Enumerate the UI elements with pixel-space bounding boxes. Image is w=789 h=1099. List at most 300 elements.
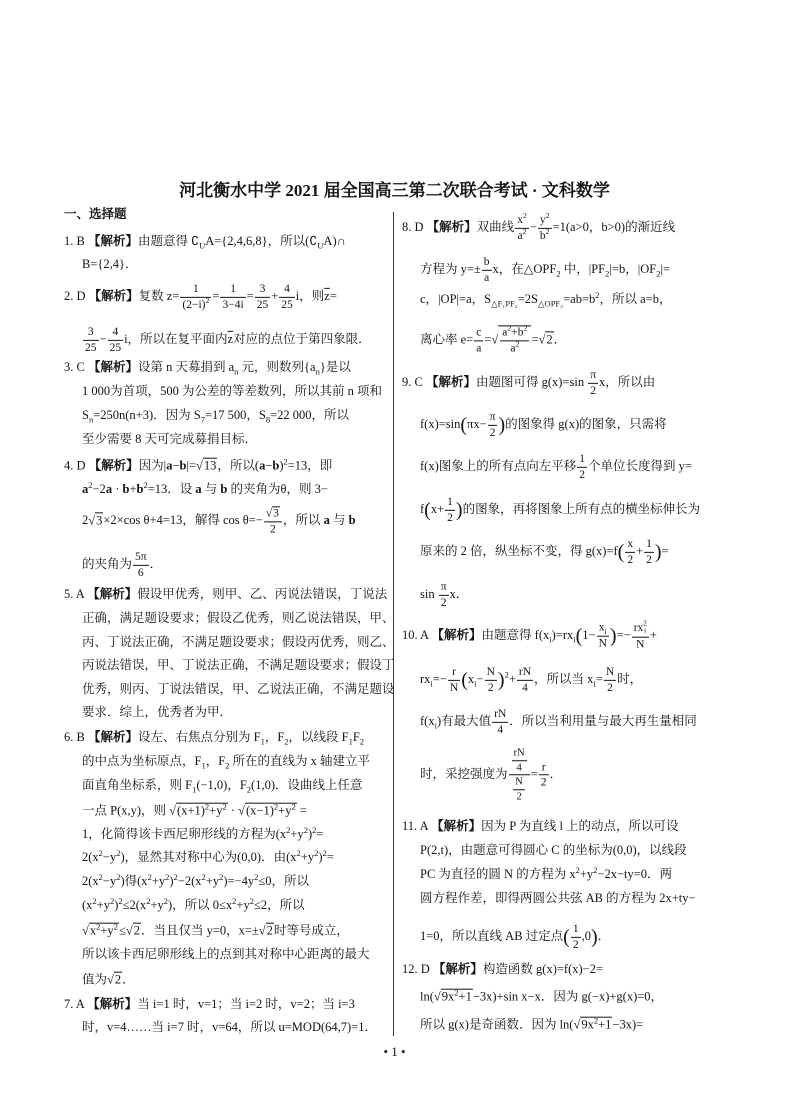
fraction — [255, 283, 271, 311]
bold-text: a — [166, 458, 173, 473]
fraction-denominator — [482, 271, 492, 285]
text-run: y — [539, 213, 546, 226]
fraction — [485, 666, 497, 694]
text-run: 一点 P(x,y)，则 — [82, 803, 170, 818]
text-run: ) — [114, 898, 119, 913]
text-run: +y — [205, 874, 220, 889]
text-run: −2x−ty=0．两 — [597, 867, 673, 882]
fraction-denominator — [644, 553, 654, 567]
text-run: 6. B — [64, 730, 88, 745]
fraction-numerator — [644, 538, 654, 553]
superscript: 2 — [165, 872, 170, 883]
text-run: ． — [597, 928, 611, 943]
solution-line — [82, 874, 309, 890]
solution-line — [420, 666, 642, 694]
fraction-denominator — [279, 298, 295, 312]
math-text: 25 — [256, 298, 269, 311]
superscript-subscript-pair — [643, 621, 647, 636]
text-run: =2S — [517, 292, 539, 307]
fraction-denominator — [474, 341, 483, 355]
text-run: 8. D — [402, 219, 427, 234]
math-text: a — [476, 342, 482, 354]
text-run: x，在△OPF — [492, 261, 557, 276]
fraction-denominator — [538, 226, 552, 243]
text-run: 时，采挖强度为 — [420, 766, 508, 781]
solution-line — [64, 283, 337, 311]
math-text: 4 — [112, 325, 119, 338]
square-root — [126, 923, 141, 940]
bold-text: b — [122, 482, 130, 497]
superscript: 2 — [205, 295, 210, 305]
text-run: = — [326, 850, 334, 865]
math-text: 1 — [230, 282, 236, 295]
solution-line — [82, 923, 349, 940]
text-run: ×2×cos θ+4=13，解得 cos θ=− — [103, 512, 263, 527]
solution-line — [64, 730, 364, 746]
solution-line — [402, 962, 603, 978]
fraction-numerator — [517, 666, 533, 681]
radicand — [176, 803, 228, 820]
radicand — [545, 331, 553, 348]
bold-text: b — [272, 458, 280, 473]
text-run: 的中点为坐标原点，F — [82, 754, 202, 769]
square-root — [259, 923, 274, 940]
text-run: 的图象，再将图象上所有点的横坐标伸长为 — [462, 501, 701, 516]
solution-line — [82, 778, 362, 794]
subscript: i — [549, 634, 552, 645]
text-run: 由题意得 ∁ — [137, 234, 200, 249]
radicand — [441, 989, 473, 1006]
text-run: 时，v=4……当 i=7 时，v=64，所以 u=MOD(64,7)=1． — [82, 1020, 377, 1035]
text-run: (1,0)．设曲线上任意 — [251, 778, 363, 793]
superscript: 2 — [545, 226, 550, 236]
text-run: sin — [420, 586, 438, 601]
subscript: n — [315, 366, 320, 377]
math-text: 3 — [273, 507, 279, 520]
text-run: f(x)图象上的所有点向左平移 — [420, 458, 577, 473]
text-run: 时等号成立， — [273, 923, 349, 938]
text-run: +y — [151, 874, 166, 889]
math-text: N — [605, 665, 615, 678]
large-parenthesis: ) — [590, 926, 598, 948]
radicand — [89, 923, 119, 940]
text-run: 的图象得 g(x)的图象，只需将 — [505, 416, 667, 431]
solution-line — [420, 891, 696, 907]
math-text: a — [484, 271, 490, 284]
text-run: 11. A — [402, 819, 432, 834]
text-run: − — [172, 458, 180, 473]
text-run: 正确，满足题设要求；假设乙优秀，则乙说法错误，甲、 — [82, 611, 395, 626]
superscript: 2 — [116, 848, 121, 859]
solution-line — [82, 705, 232, 721]
large-parenthesis: ( — [461, 669, 468, 691]
subscript: i — [573, 634, 576, 645]
solution-line — [82, 257, 138, 273]
radicand — [133, 923, 141, 940]
solution-line — [64, 458, 332, 475]
math-text: 6 — [137, 566, 144, 579]
fraction-denominator — [220, 298, 245, 312]
text-run: c，|OP|=a，S — [420, 292, 492, 307]
superscript: 2 — [454, 987, 459, 998]
text-run: ． — [553, 332, 567, 347]
math-text: 13 — [203, 458, 217, 473]
subscript: 8 — [265, 414, 271, 425]
fraction-numerator — [604, 666, 616, 681]
math-text: 3 — [259, 282, 266, 295]
superscript: 2 — [204, 801, 210, 812]
superscript: 2 — [286, 825, 291, 836]
fraction-numerator — [571, 923, 581, 938]
subscript: 1 — [260, 736, 265, 747]
math-text: N — [636, 638, 645, 651]
bold-text: 【解析】 — [87, 587, 138, 602]
math-text: rN — [513, 747, 525, 759]
fraction-denominator — [632, 638, 649, 652]
subscript: U — [199, 240, 206, 251]
text-run: )有最大值 — [436, 713, 492, 728]
fraction — [488, 411, 498, 439]
large-parenthesis: ( — [617, 541, 625, 563]
solution-line — [64, 997, 355, 1013]
text-run: +y — [100, 923, 114, 938]
text-run: +y — [579, 867, 594, 882]
bold-text: b — [179, 458, 187, 473]
fraction-denominator — [255, 298, 271, 312]
solution-line — [420, 538, 669, 566]
math-text: 3−4i — [222, 298, 244, 311]
text-run: 的夹角为 — [82, 556, 133, 571]
text-run: rx — [633, 621, 644, 634]
subscript: 7 — [200, 414, 205, 425]
fraction-denominator — [588, 384, 598, 398]
text-run: =250n(n+3)．因为 S — [93, 408, 201, 423]
fraction — [644, 538, 654, 566]
math-text: 1 — [447, 495, 453, 508]
math-text: rN — [494, 707, 507, 720]
superscript: 2 — [163, 896, 168, 907]
subscript: 2 — [359, 736, 365, 747]
superscript: 2 — [273, 801, 279, 812]
radicand — [580, 1017, 612, 1034]
superscript: 2 — [109, 896, 115, 907]
solution-line — [420, 989, 663, 1006]
page-title: 河北衡水中学 2021 届全国高三第二次联合考试 · 文科数学 — [179, 181, 610, 200]
fraction — [83, 326, 99, 354]
fraction — [513, 777, 525, 803]
text-run: x — [467, 671, 475, 686]
fraction-denominator — [513, 790, 525, 803]
math-text: b — [483, 255, 490, 268]
bold-text: 【解析】 — [87, 997, 138, 1012]
text-run: =13，即 — [287, 458, 333, 473]
subscript: 2 — [225, 760, 230, 771]
fraction-denominator — [625, 553, 635, 567]
fraction — [625, 538, 635, 566]
text-run: ，所以( — [217, 458, 260, 473]
solution-line — [82, 682, 395, 698]
text-run: +y — [236, 898, 250, 913]
text-run: 1. B — [64, 234, 88, 249]
bold-text: a — [82, 482, 89, 497]
solution-line — [82, 635, 395, 651]
solution-line — [82, 898, 305, 914]
math-text: 2 — [579, 468, 585, 481]
fraction — [515, 211, 529, 242]
superscript: 2 — [312, 825, 317, 836]
solution-line — [402, 369, 655, 397]
superscript: 2 — [201, 872, 206, 883]
text-run: B={2,4}． — [82, 257, 138, 272]
fraction-denominator — [264, 522, 282, 536]
fraction-denominator — [597, 636, 609, 650]
subscript: i — [593, 678, 596, 689]
superscript: 2 — [322, 848, 327, 859]
large-parenthesis: ( — [460, 414, 468, 436]
text-run: −y — [102, 874, 117, 889]
fraction-denominator — [83, 341, 99, 355]
text-run: ≤0，所以 — [258, 874, 309, 889]
square-root — [491, 325, 531, 354]
large-parenthesis: ) — [498, 414, 506, 436]
math-text: 5π — [135, 550, 147, 563]
text-run: ，所以 — [282, 512, 324, 527]
text-run: x — [89, 923, 97, 938]
subscript: 1 — [192, 784, 197, 795]
radicand — [272, 506, 280, 520]
fraction-numerator — [597, 622, 609, 637]
text-run: − — [529, 219, 537, 234]
math-text: 2 — [607, 681, 613, 694]
text-run: ) — [169, 874, 174, 889]
text-run: x — [517, 213, 523, 226]
bold-text: 【解析】 — [426, 219, 477, 234]
radicand — [114, 972, 122, 989]
text-run: =13．设 — [147, 482, 196, 497]
fraction-denominator — [515, 226, 529, 243]
solution-line — [420, 867, 672, 883]
conjugate-variable: $\overline{z}$ — [227, 331, 234, 346]
text-run: |= — [186, 458, 197, 473]
text-run: x — [598, 621, 605, 634]
text-run: 当 i=1 时，v=1；当 i=2 时，v=2；当 i=3 — [137, 997, 355, 1012]
fraction-numerator — [588, 369, 598, 384]
text-run: 1=0，所以直线 AB 过定点 — [420, 928, 564, 943]
text-run: 因为 P 为直线 l 上的动点，所以可设 — [481, 819, 679, 834]
superscript: 2 — [146, 896, 151, 907]
fraction — [220, 283, 245, 311]
fraction-denominator — [108, 341, 124, 355]
text-run: 由题图可得 g(x)=sin — [475, 374, 588, 389]
math-text: 2 — [114, 972, 122, 987]
fraction — [279, 283, 295, 311]
math-text: N — [449, 681, 459, 694]
text-run: 元，则数列{a — [238, 360, 316, 375]
math-text: 4 — [522, 681, 528, 694]
solution-line — [420, 923, 610, 951]
fraction — [500, 323, 529, 354]
math-text: 2 — [516, 791, 522, 803]
bold-text: 【解析】 — [88, 288, 139, 303]
fraction — [133, 551, 149, 579]
text-run: 值为 — [82, 972, 108, 987]
fraction — [539, 761, 549, 789]
text-run: 丙说法错误，甲、丁说法正确，不满足题设要求；假设丁 — [82, 658, 395, 673]
text-run: )=−4y — [223, 874, 255, 889]
bold-text: 【解析】 — [431, 627, 482, 642]
math-text: 2 — [487, 681, 494, 694]
text-run: +y — [209, 803, 223, 818]
math-text: 2 — [133, 923, 140, 938]
bold-text: 【解析】 — [88, 458, 139, 473]
math-text: 2 — [447, 511, 453, 524]
radicand — [266, 923, 274, 940]
subscript: 2 — [656, 268, 661, 279]
fraction — [439, 581, 449, 609]
solution-line — [420, 325, 566, 354]
superscript: 2 — [314, 848, 319, 859]
superscript: 2 — [147, 872, 152, 883]
fraction-denominator — [488, 426, 498, 440]
text-run: (x−1) — [246, 803, 274, 818]
fraction-numerator — [445, 496, 455, 511]
bold-text: a — [259, 458, 266, 473]
solution-line — [420, 411, 667, 439]
solution-line — [82, 827, 323, 843]
text-run: =17 500，S — [204, 408, 266, 423]
text-run: 双曲线 — [476, 219, 515, 234]
text-run: + — [129, 482, 137, 497]
solution-line — [82, 611, 395, 627]
text-run: 圆方程作差，即得两圆公共弦 AB 的方程为 2x+ty− — [420, 891, 696, 906]
text-run: =− — [432, 671, 447, 686]
bold-text: a — [105, 482, 113, 497]
text-run: 由题意得 f(x — [481, 627, 550, 642]
text-run: +y — [300, 850, 315, 865]
text-run: a — [517, 229, 523, 242]
math-text: 2 — [489, 426, 496, 439]
fraction-numerator — [509, 747, 530, 775]
fraction-denominator — [571, 938, 581, 952]
conjugate-variable: $\overline{z}$ — [324, 288, 330, 303]
fraction — [492, 708, 508, 736]
fraction-denominator — [539, 776, 549, 790]
text-run: 复数 z= — [138, 288, 180, 303]
superscript: 2 — [515, 339, 520, 349]
large-parenthesis: ( — [563, 926, 570, 948]
superscript: 2 — [249, 896, 254, 907]
math-text: 4 — [497, 723, 504, 736]
text-run: = — [296, 803, 307, 818]
text-run: −y — [102, 850, 117, 865]
solution-line — [82, 1020, 377, 1036]
subscript: i — [604, 627, 607, 637]
superscript: 2 — [98, 872, 103, 883]
text-run: x，所以由 — [599, 374, 656, 389]
square-root — [434, 989, 473, 1006]
text-run: x． — [449, 586, 469, 601]
fraction-numerator — [255, 283, 271, 298]
superscript: 2 — [522, 211, 527, 221]
bold-text: a — [323, 512, 330, 527]
text-run: 要求．综上，优秀者为甲． — [82, 705, 233, 720]
superscript: 2 — [303, 825, 308, 836]
solution-line — [420, 256, 670, 284]
math-text: 1 — [579, 452, 585, 465]
text-run: 方程为 y=± — [420, 261, 481, 276]
text-run: 7. A — [64, 997, 88, 1012]
bold-text: b — [136, 482, 144, 497]
text-run: 4. D — [64, 458, 89, 473]
fraction-numerator — [485, 666, 497, 681]
solution-line — [82, 658, 395, 674]
text-run: = — [661, 543, 669, 558]
text-run: +1 — [458, 989, 472, 1004]
text-run: F — [352, 730, 360, 745]
square-root — [539, 331, 554, 348]
fraction-denominator — [517, 681, 533, 695]
text-run: = — [316, 827, 324, 842]
large-parenthesis: ) — [654, 541, 662, 563]
math-text: 4 — [284, 282, 290, 295]
solution-line — [82, 972, 135, 989]
fraction — [445, 496, 455, 524]
solution-line — [420, 747, 562, 803]
text-run: (x+1) — [177, 803, 205, 818]
text-run: +1 — [598, 1017, 612, 1032]
page-number: • 1 • — [383, 1044, 406, 1059]
fraction-numerator — [492, 708, 508, 723]
text-run: ．当且仅当 y=0，x=± — [140, 923, 259, 938]
fraction — [538, 211, 552, 242]
fraction-numerator — [539, 761, 549, 776]
fraction-numerator — [83, 326, 99, 341]
math-text: 1 — [646, 537, 652, 550]
math-text: N — [515, 776, 523, 788]
text-run: ．所以当利用量与最大再生量相同 — [509, 713, 697, 728]
text-run: · — [112, 482, 123, 497]
text-run: −2 — [92, 482, 106, 497]
text-run: 2(x — [82, 850, 99, 865]
text-run: 3. C — [64, 360, 88, 375]
fraction — [588, 369, 598, 397]
text-run: ． — [549, 766, 563, 781]
subscript: 2 — [556, 268, 561, 279]
fraction — [597, 622, 609, 650]
text-run: ≤2，所以 — [253, 898, 305, 913]
text-run: ) — [318, 850, 323, 865]
fraction-numerator — [625, 538, 635, 553]
text-run: a — [502, 326, 508, 339]
text-run: )，显然其对称中心为(0,0)．由(x — [120, 850, 297, 865]
fraction-numerator — [482, 256, 492, 271]
math-text: 25 — [281, 298, 293, 311]
fraction — [571, 923, 581, 951]
superscript: 2 — [522, 226, 527, 236]
fraction-numerator — [108, 326, 124, 341]
square-root — [88, 512, 103, 529]
text-run: f(x — [420, 713, 435, 728]
text-run: 与 — [201, 482, 221, 497]
text-run: −2(x — [177, 874, 202, 889]
math-text: x — [627, 537, 634, 550]
fraction-denominator — [577, 468, 587, 482]
radicand — [245, 803, 297, 820]
bold-text: 【解析】 — [87, 234, 138, 249]
bold-text: b — [220, 482, 228, 497]
superscript: 2 — [143, 480, 148, 491]
solution-line — [82, 803, 307, 820]
